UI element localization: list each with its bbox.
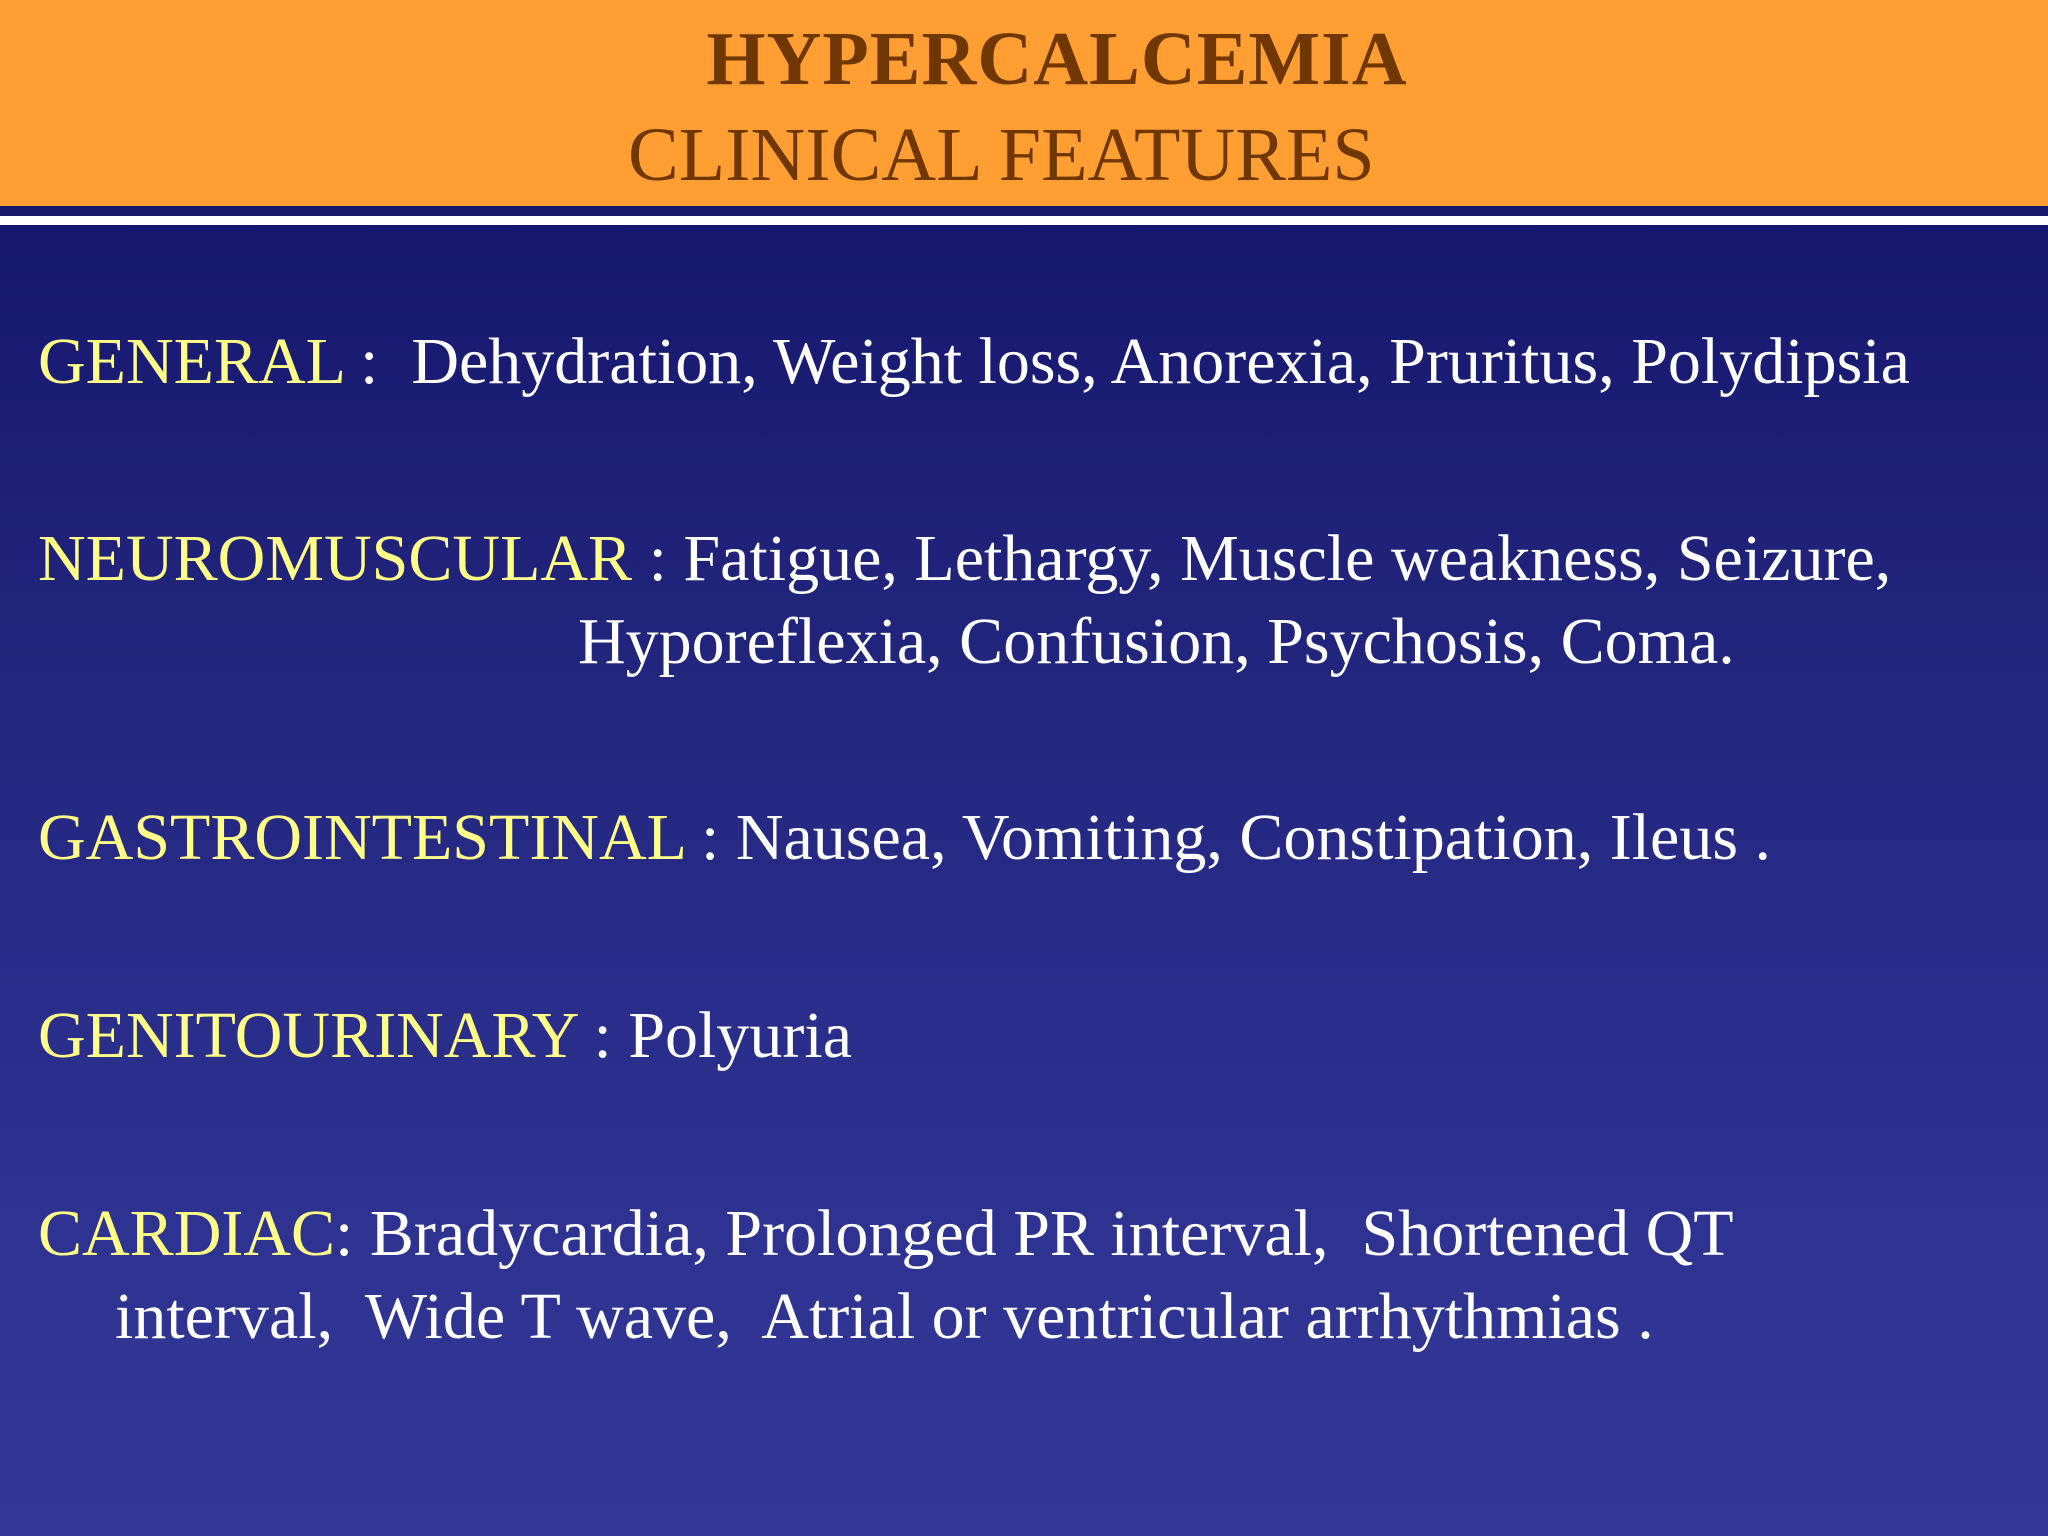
feature-label-neuromuscular: NEUROMUSCULAR <box>38 522 633 595</box>
feature-text-general: : Dehydration, Weight loss, Anorexia, Pruritus, Polydipsia <box>343 325 1910 398</box>
feature-cardiac <box>38 1194 1734 1274</box>
feature-genitourinary <box>38 996 852 1076</box>
slide-subtitle: CLINICAL FEATURES <box>628 113 1375 197</box>
feature-text-genitourinary: : Polyuria <box>577 999 852 1072</box>
title-divider-white <box>0 216 2048 225</box>
feature-label-cardiac: CARDIAC <box>38 1197 336 1270</box>
title-divider-dark <box>0 206 2048 216</box>
feature-neuromuscular-continuation: Hyporeflexia, Confusion, Psychosis, Coma. <box>578 605 1735 678</box>
slide-title: HYPERCALCEMIA <box>706 17 1408 101</box>
feature-label-genitourinary: GENITOURINARY <box>38 999 577 1072</box>
feature-general <box>38 322 1910 402</box>
feature-label-general: GENERAL <box>38 325 344 398</box>
feature-label-gastrointestinal: GASTROINTESTINAL <box>38 801 685 874</box>
feature-gastrointestinal <box>38 798 1771 878</box>
feature-text-cardiac: : Bradycardia, Prolonged PR interval, Shortened QT <box>335 1197 1734 1270</box>
feature-neuromuscular <box>38 519 1891 599</box>
feature-cardiac-continuation: interval, Wide T wave, Atrial or ventricular arrhythmias . <box>115 1280 1654 1353</box>
feature-text-gastrointestinal: : Nausea, Vomiting, Constipation, Ileus . <box>684 801 1772 874</box>
feature-text-neuromuscular: : Fatigue, Lethargy, Muscle weakness, Seizure, <box>632 522 1892 595</box>
